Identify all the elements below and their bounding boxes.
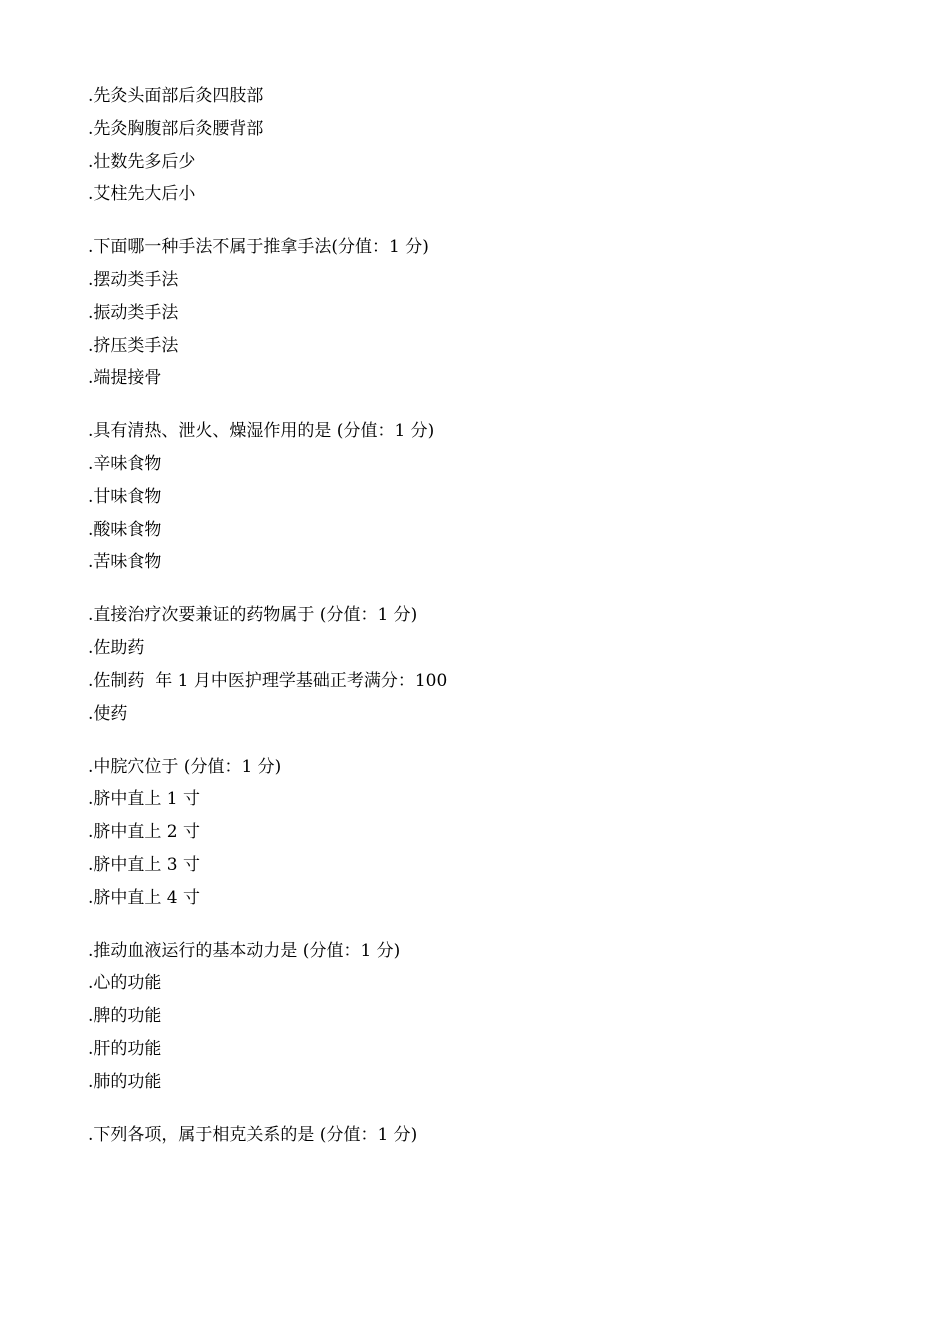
answer-option: .先灸胸腹部后灸腰背部 <box>88 118 264 139</box>
answer-option: .振动类手法 <box>88 302 179 323</box>
question-block <box>88 941 908 1092</box>
question-block <box>88 237 908 388</box>
question-text: .具有清热、泄火、燥湿作用的是 (分值：1 分) <box>88 421 435 442</box>
answer-option: .先灸头面部后灸四肢部 <box>88 86 264 106</box>
answer-option: .脾的功能 <box>88 1006 162 1026</box>
answer-option: .肺的功能 <box>88 1071 162 1092</box>
answer-option: .壮数先多后少 <box>88 151 196 172</box>
answer-option: .摆动类手法 <box>88 270 179 290</box>
question-block <box>88 605 908 723</box>
answer-option: .挤压类手法 <box>88 335 179 356</box>
question-text: .直接治疗次要兼证的药物属于 (分值：1 分) <box>88 605 418 626</box>
question-text: .推动血液运行的基本动力是 (分值：1 分) <box>88 940 401 961</box>
answer-option: .脐中直上 4 寸 <box>88 887 201 908</box>
answer-option: .端提接骨 <box>88 368 162 389</box>
question-text: .中脘穴位于 (分值：1 分) <box>88 756 282 777</box>
answer-option: .苦味食物 <box>88 552 162 573</box>
answer-option: .辛味食物 <box>88 454 162 474</box>
question-block <box>88 1125 908 1145</box>
question-block <box>88 421 908 572</box>
answer-option: .脐中直上 2 寸 <box>88 822 201 842</box>
question-text: .下面哪一种手法不属于推拿手法(分值：1 分) <box>88 237 429 258</box>
document-body <box>88 86 908 1157</box>
answer-option: .佐助药 <box>88 638 145 658</box>
answer-option: .使药 <box>88 703 128 724</box>
answer-option: .甘味食物 <box>88 486 162 507</box>
question-block <box>88 86 908 204</box>
answer-option: .艾柱先大后小 <box>88 184 196 205</box>
answer-option: .心的功能 <box>88 973 162 994</box>
question-block <box>88 757 908 908</box>
answer-option: .佐制药 年 1 月中医护理学基础正考满分：100 <box>88 670 448 691</box>
answer-option: .酸味食物 <box>88 519 162 540</box>
question-text: .下列各项，属于相克关系的是 (分值：1 分) <box>88 1124 418 1145</box>
answer-option: .脐中直上 1 寸 <box>88 789 201 810</box>
answer-option: .肝的功能 <box>88 1038 162 1059</box>
answer-option: .脐中直上 3 寸 <box>88 854 201 875</box>
